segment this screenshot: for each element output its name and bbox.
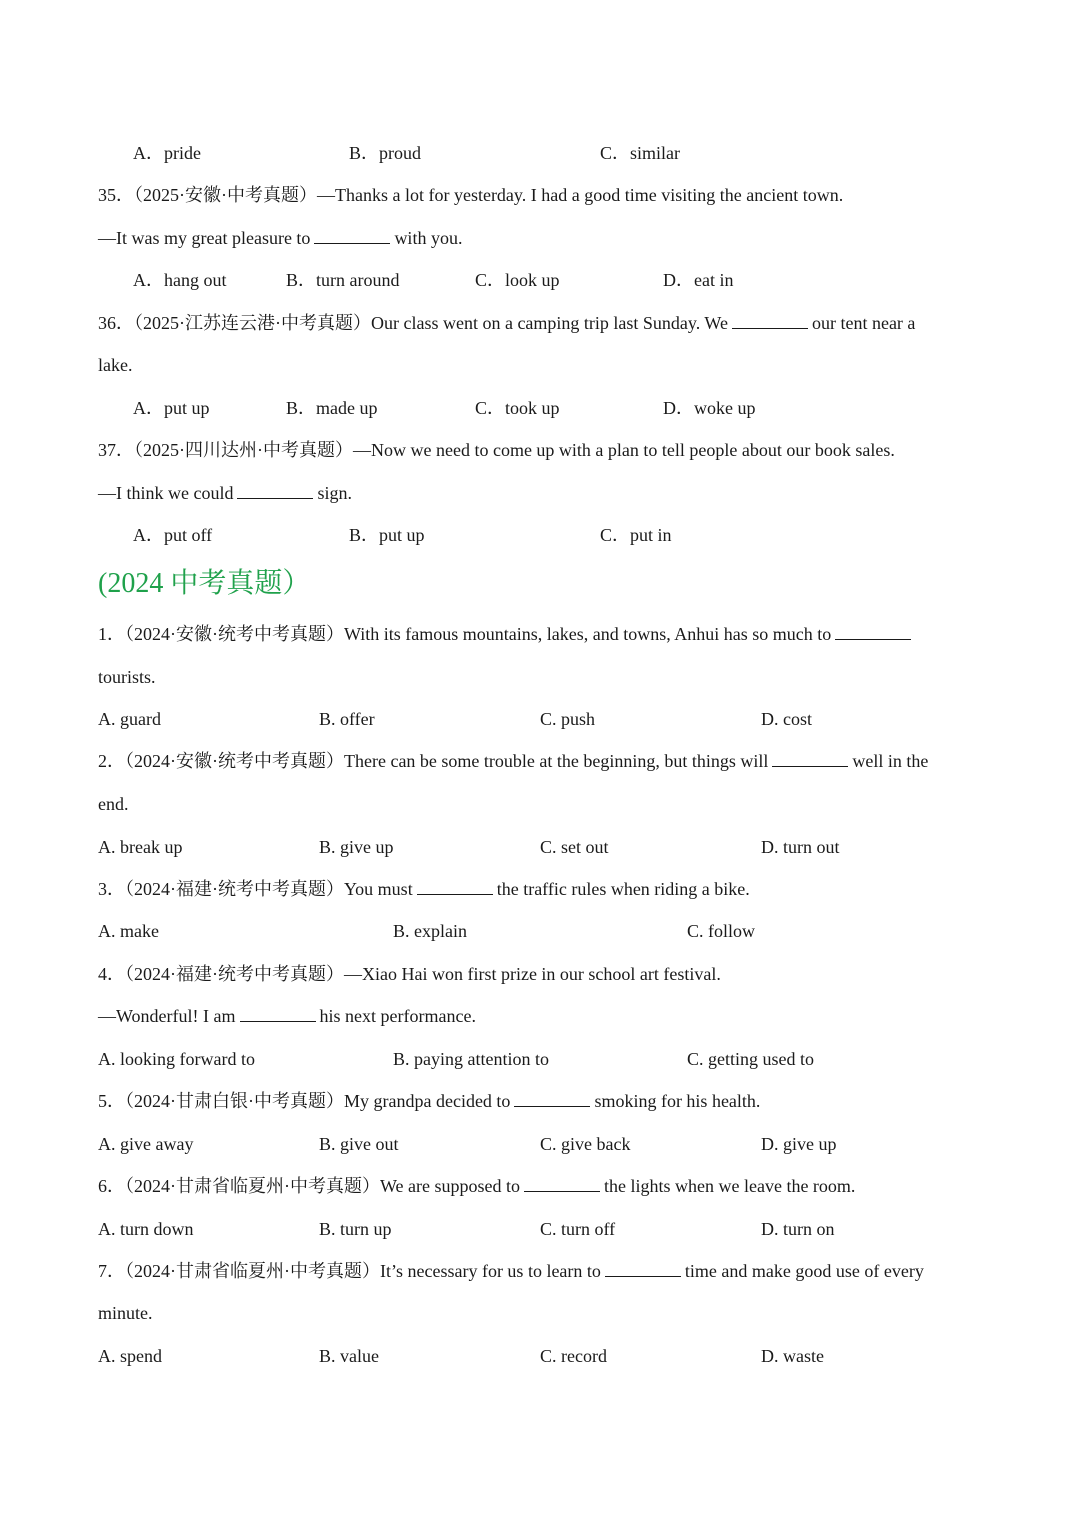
q3-option-a: A. make [98, 921, 159, 941]
q4-line2-post: his next performance. [319, 1006, 476, 1026]
q36-option-b: B．made up [286, 398, 378, 418]
q37-option-c: C．put in [600, 525, 672, 545]
q5-option-a: A. give away [98, 1134, 194, 1154]
q7-stem-cont: minute. [98, 1303, 153, 1323]
q7-option-a: A. spend [98, 1346, 162, 1366]
q35-line2-pre: —It was my great pleasure to [98, 228, 311, 248]
q5-option-b: B. give out [319, 1134, 399, 1154]
answer-blank [314, 227, 390, 244]
q36-option-d: D．woke up [663, 398, 756, 418]
q5-stem-post: smoking for his health. [594, 1091, 761, 1111]
q1-option-c: C. push [540, 709, 596, 729]
q1-stem [98, 622, 915, 646]
answer-blank [417, 878, 493, 895]
q5-option-c: C. give back [540, 1134, 631, 1154]
answer-blank [732, 312, 808, 329]
q3-stem [98, 877, 750, 901]
q36-option-a: A．put up [133, 398, 210, 418]
q6-option-d: D. turn on [761, 1219, 835, 1239]
q1-option-d: D. cost [761, 709, 812, 729]
q6-option-b: B. turn up [319, 1219, 392, 1239]
q1-stem-cont: tourists. [98, 667, 156, 687]
q5-stem-pre: 5．（2024·甘肃白银·中考真题）My grandpa decided to [98, 1091, 511, 1111]
q7-stem [98, 1259, 924, 1283]
q1-stem-pre: 1．（2024·安徽·统考中考真题）With its famous mountains, lakes, and towns, Anhui has so much to [98, 624, 832, 644]
q4-option-b: B. paying attention to [393, 1049, 549, 1069]
q35-option-c: C．look up [475, 270, 560, 290]
q35-stem: 35．（2025·安徽·中考真题）—Thanks a lot for yesterday. I had a good time visiting the ancient town. [98, 185, 844, 205]
q7-option-d: D. waste [761, 1346, 824, 1366]
q7-option-b: B. value [319, 1346, 379, 1366]
q6-stem-post: the lights when we leave the room. [604, 1176, 856, 1196]
q2-stem [98, 749, 928, 773]
q34-option-b: B．proud [349, 143, 421, 163]
answer-blank [237, 482, 313, 499]
section-heading: (2024 中考真题） [98, 568, 311, 599]
q37-line2-post: sign. [317, 483, 352, 503]
q36-stem-post: our tent near a [811, 313, 916, 333]
q7-stem-pre: 7．（2024·甘肃省临夏州·中考真题）It’s necessary for us to learn to [98, 1261, 601, 1281]
q3-option-b: B. explain [393, 921, 467, 941]
answer-blank [835, 623, 911, 640]
q35-line2 [98, 226, 462, 250]
q36-stem-pre: 36．（2025·江苏连云港·中考真题）Our class went on a camping trip last Sunday. We [98, 313, 728, 333]
q2-option-c: C. set out [540, 837, 609, 857]
q1-option-b: B. offer [319, 709, 375, 729]
answer-blank [524, 1175, 600, 1192]
answer-blank [240, 1005, 316, 1022]
q37-option-a: A．put off [133, 525, 213, 545]
q4-line2-pre: —Wonderful! I am [98, 1006, 236, 1026]
q7-option-c: C. record [540, 1346, 607, 1366]
q3-option-c: C. follow [687, 921, 756, 941]
q6-option-a: A. turn down [98, 1219, 194, 1239]
q6-option-c: C. turn off [540, 1219, 616, 1239]
answer-blank [514, 1090, 590, 1107]
q5-stem [98, 1089, 760, 1113]
q36-stem [98, 311, 915, 335]
q1-option-a: A. guard [98, 709, 161, 729]
answer-blank [772, 750, 848, 767]
q4-option-a: A. looking forward to [98, 1049, 255, 1069]
q2-stem-cont: end. [98, 794, 129, 814]
q2-option-a: A. break up [98, 837, 183, 857]
q2-stem-pre: 2．（2024·安徽·统考中考真题）There can be some trouble at the beginning, but things will [98, 751, 769, 771]
q34-option-a: A．pride [133, 143, 201, 163]
q34-option-c: C．similar [600, 143, 680, 163]
q35-option-b: B．turn around [286, 270, 400, 290]
q36-option-c: C．took up [475, 398, 560, 418]
q6-stem [98, 1174, 855, 1198]
q4-option-c: C. getting used to [687, 1049, 814, 1069]
q4-line2 [98, 1004, 476, 1028]
q35-line2-post: with you. [394, 228, 463, 248]
q35-option-a: A．hang out [133, 270, 227, 290]
q6-stem-pre: 6．（2024·甘肃省临夏州·中考真题）We are supposed to [98, 1176, 520, 1196]
q36-stem-cont: lake. [98, 355, 133, 375]
q7-stem-post: time and make good use of every [684, 1261, 924, 1281]
q37-line2-pre: —I think we could [98, 483, 234, 503]
answer-blank [605, 1260, 681, 1277]
q37-option-b: B．put up [349, 525, 425, 545]
q37-stem: 37．（2025·四川达州·中考真题）—Now we need to come up with a plan to tell people about our book sales. [98, 440, 895, 460]
q5-option-d: D. give up [761, 1134, 837, 1154]
q3-stem-pre: 3．（2024·福建·统考中考真题）You must [98, 879, 413, 899]
q2-option-b: B. give up [319, 837, 394, 857]
q2-option-d: D. turn out [761, 837, 840, 857]
q2-stem-post: well in the [852, 751, 929, 771]
q35-option-d: D．eat in [663, 270, 734, 290]
q37-line2 [98, 481, 352, 505]
q3-stem-post: the traffic rules when riding a bike. [496, 879, 750, 899]
q4-stem: 4．（2024·福建·统考中考真题）—Xiao Hai won first prize in our school art festival. [98, 964, 721, 984]
